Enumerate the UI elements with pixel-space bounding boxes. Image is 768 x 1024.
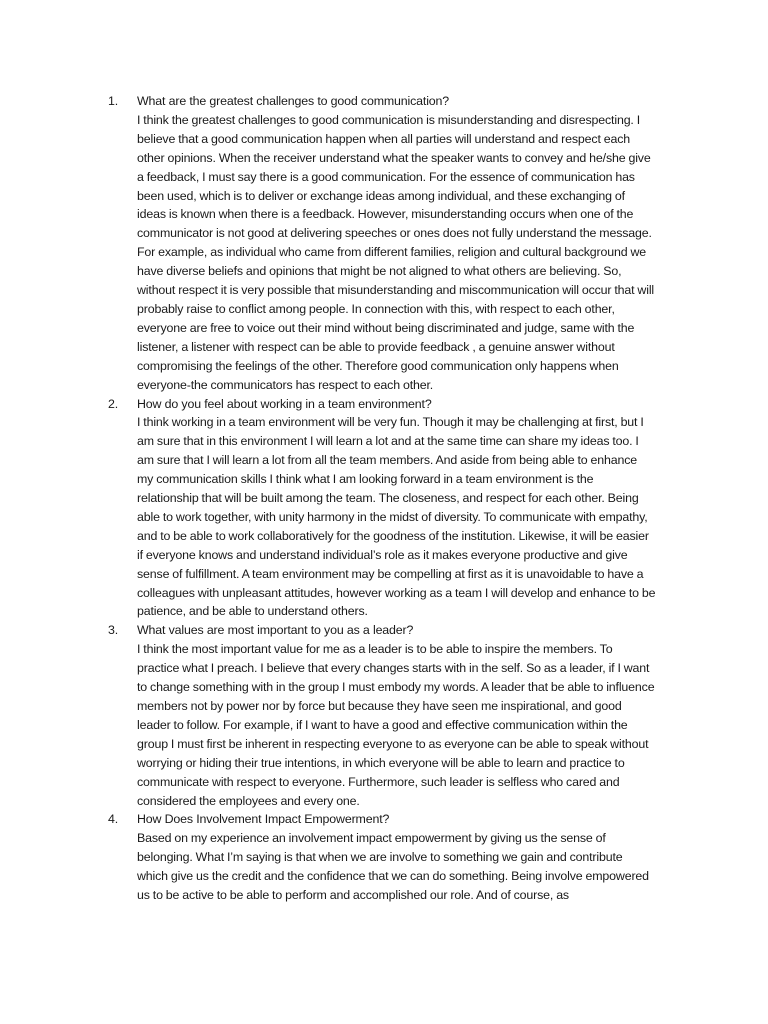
question-text: What are the greatest challenges to good communication? (137, 94, 450, 108)
list-item (108, 810, 656, 905)
question-list (108, 92, 656, 905)
item-number: 4. (108, 812, 119, 827)
answer-text: I think working in a team environment will be very fun. Though it may be challenging at first, but I am sure that in this environment I will learn a lot and at the same time can share my ideas too. I am sure that I will learn a lot from all the team members. And aside from being able to enhance my communication skills I think what I am looking forward in a team environment is the relationship that will be built among the team. The closeness, and respect for each other. Being able to work together, with unity harmony in the midst of diversity. To communicate with empathy, and to be able to work collaboratively for the goodness of the institution. Likewise, it will be easier if everyone knows and understand individual’s role as it makes everyone productive and give sense of fulfillment. A team environment may be compelling at first as it is unavoidable to have a colleagues with unpleasant attitudes, however working as a team I will develop and enhance to be patience, and be able to understand others. (137, 415, 656, 619)
answer-text: Based on my experience an involvement impact empowerment by giving us the sense of belonging. What I’m saying is that when we are involve to something we gain and contribute which give us the credit and the confidence that we can do something. Being involve empowered us to be active to be able to perform and accomplished our role. And of course, as (137, 831, 649, 903)
list-item (108, 395, 656, 622)
list-item (108, 621, 656, 810)
answer-text: I think the greatest challenges to good communication is misunderstanding and disrespecting. I believe that a good communication happen when all parties will understand and respect each other opinions. When the receiver understand what the speaker wants to convey and he/she give a feedback, I must say there is a good communication. For the essence of communication has been used, which is to deliver or exchange ideas among individual, and these exchanging of ideas is known when there is a feedback. However, misunderstanding occurs when one of the communicator is not good at delivering speeches or ones does not fully understand the message. For example, as individual who came from different families, religion and cultural background we have diverse beliefs and opinions that might be not aligned to what others are believing. So, without respect it is very possible that misunderstanding and miscommunication will occur that will probably raise to conflict among people. In connection with this, with respect to each other, everyone are free to voice out their mind without being discriminated and judge, same with the listener, a listener with respect can be able to provide feedback , a genuine answer without compromising the feelings of the other. Therefore good communication only happens when everyone-the communicators has respect to each other. (137, 112, 655, 392)
item-number: 1. (108, 94, 119, 108)
answer-text: I think the most important value for me as a leader is to be able to inspire the members. To practice what I preach. I believe that every changes starts with in the self. So as a leader, if I want to change something with in the group I must embody my words. A leader that be able to influence members not by power nor by force but because they have seen me inspirational, and good leader to follow. For example, if I want to have a good and effective communication within the group I must first be inherent in respecting everyone to as everyone can be able to speak without worrying or hiding their true intentions, in which everyone will be able to learn and practice to communicate with respect to everyone. Furthermore, such leader is selfless who cared and considered the employees and every one. (137, 642, 655, 808)
item-number: 3. (108, 623, 119, 638)
question-text: What values are most important to you as a leader? (137, 623, 414, 638)
question-text: How Does Involvement Impact Empowerment? (137, 812, 390, 827)
question-text: How do you feel about working in a team environment? (137, 396, 432, 411)
list-item (108, 92, 656, 395)
item-number: 2. (108, 396, 119, 411)
